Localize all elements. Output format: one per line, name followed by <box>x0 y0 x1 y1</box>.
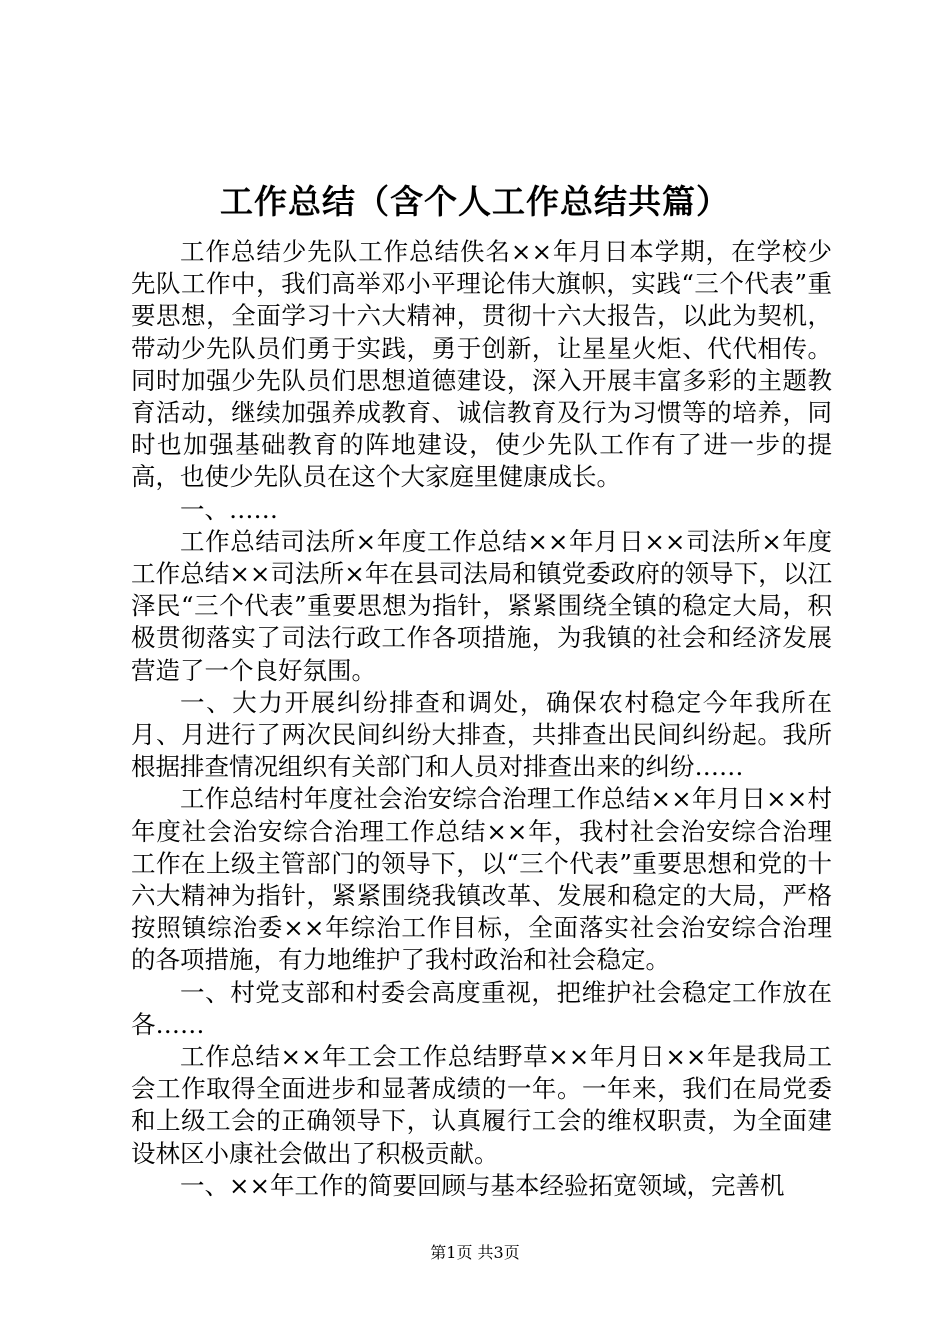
paragraph: 工作总结司法所×年度工作总结××年月日××司法所×年度工作总结××司法所×年在县司法局和镇党委政府的领导下，以江泽民“三个代表”重要思想为指针，紧紧围绕全镇的稳定大局，积极贯彻落实了司法行政工作各项措施，为我镇的社会和经济发展营造了一个良好氛围。 <box>131 526 832 685</box>
document-body <box>131 236 832 1202</box>
page-number-footer: 第1页 共3页 <box>430 1243 520 1262</box>
paragraph: 一、村党支部和村委会高度重视，把维护社会稳定工作放在各…… <box>131 977 832 1039</box>
document-title: 工作总结（含个人工作总结共篇） <box>220 182 730 221</box>
paragraph: 工作总结少先队工作总结佚名××年月日本学期，在学校少先队工作中，我们高举邓小平理论伟大旗帜，实践“三个代表”重要思想，全面学习十六大精神，贯彻十六大报告，以此为契机，带动少先队员们勇于实践，勇于创新，让星星火炬、代代相传。同时加强少先队员们思想道德建设，深入开展丰富多彩的主题教育活动，继续加强养成教育、诚信教育及行为习惯等的培养，同时也加强基础教育的阵地建设，使少先队工作有了进一步的提高，也使少先队员在这个大家庭里健康成长。 <box>131 237 832 492</box>
paragraph: 一、××年工作的简要回顾与基本经验拓宽领域，完善机 <box>180 1170 785 1200</box>
paragraph: 工作总结××年工会工作总结野草××年月日××年是我局工会工作取得全面进步和显著成绩的一年。一年来，我们在局党委和上级工会的正确领导下，认真履行工会的维权职责，为全面建设林区小康社会做出了积极贡献。 <box>131 1042 832 1168</box>
paragraph: 工作总结村年度社会治安综合治理工作总结××年月日××村年度社会治安综合治理工作总结××年，我村社会治安综合治理工作在上级主管部门的领导下，以“三个代表”重要思想和党的十六大精神为指针，紧紧围绕我镇改革、发展和稳定的大局，严格按照镇综治委××年综治工作目标，全面落实社会治安综合治理的各项措施，有力地维护了我村政治和社会稳定。 <box>131 784 832 975</box>
paragraph: 一、大力开展纠纷排查和调处，确保农村稳定今年我所在月、月进行了两次民间纠纷大排查，共排查出民间纠纷起。我所根据排查情况组织有关部门和人员对排查出来的纠纷…… <box>131 687 832 782</box>
paragraph: 一、…… <box>180 494 278 524</box>
